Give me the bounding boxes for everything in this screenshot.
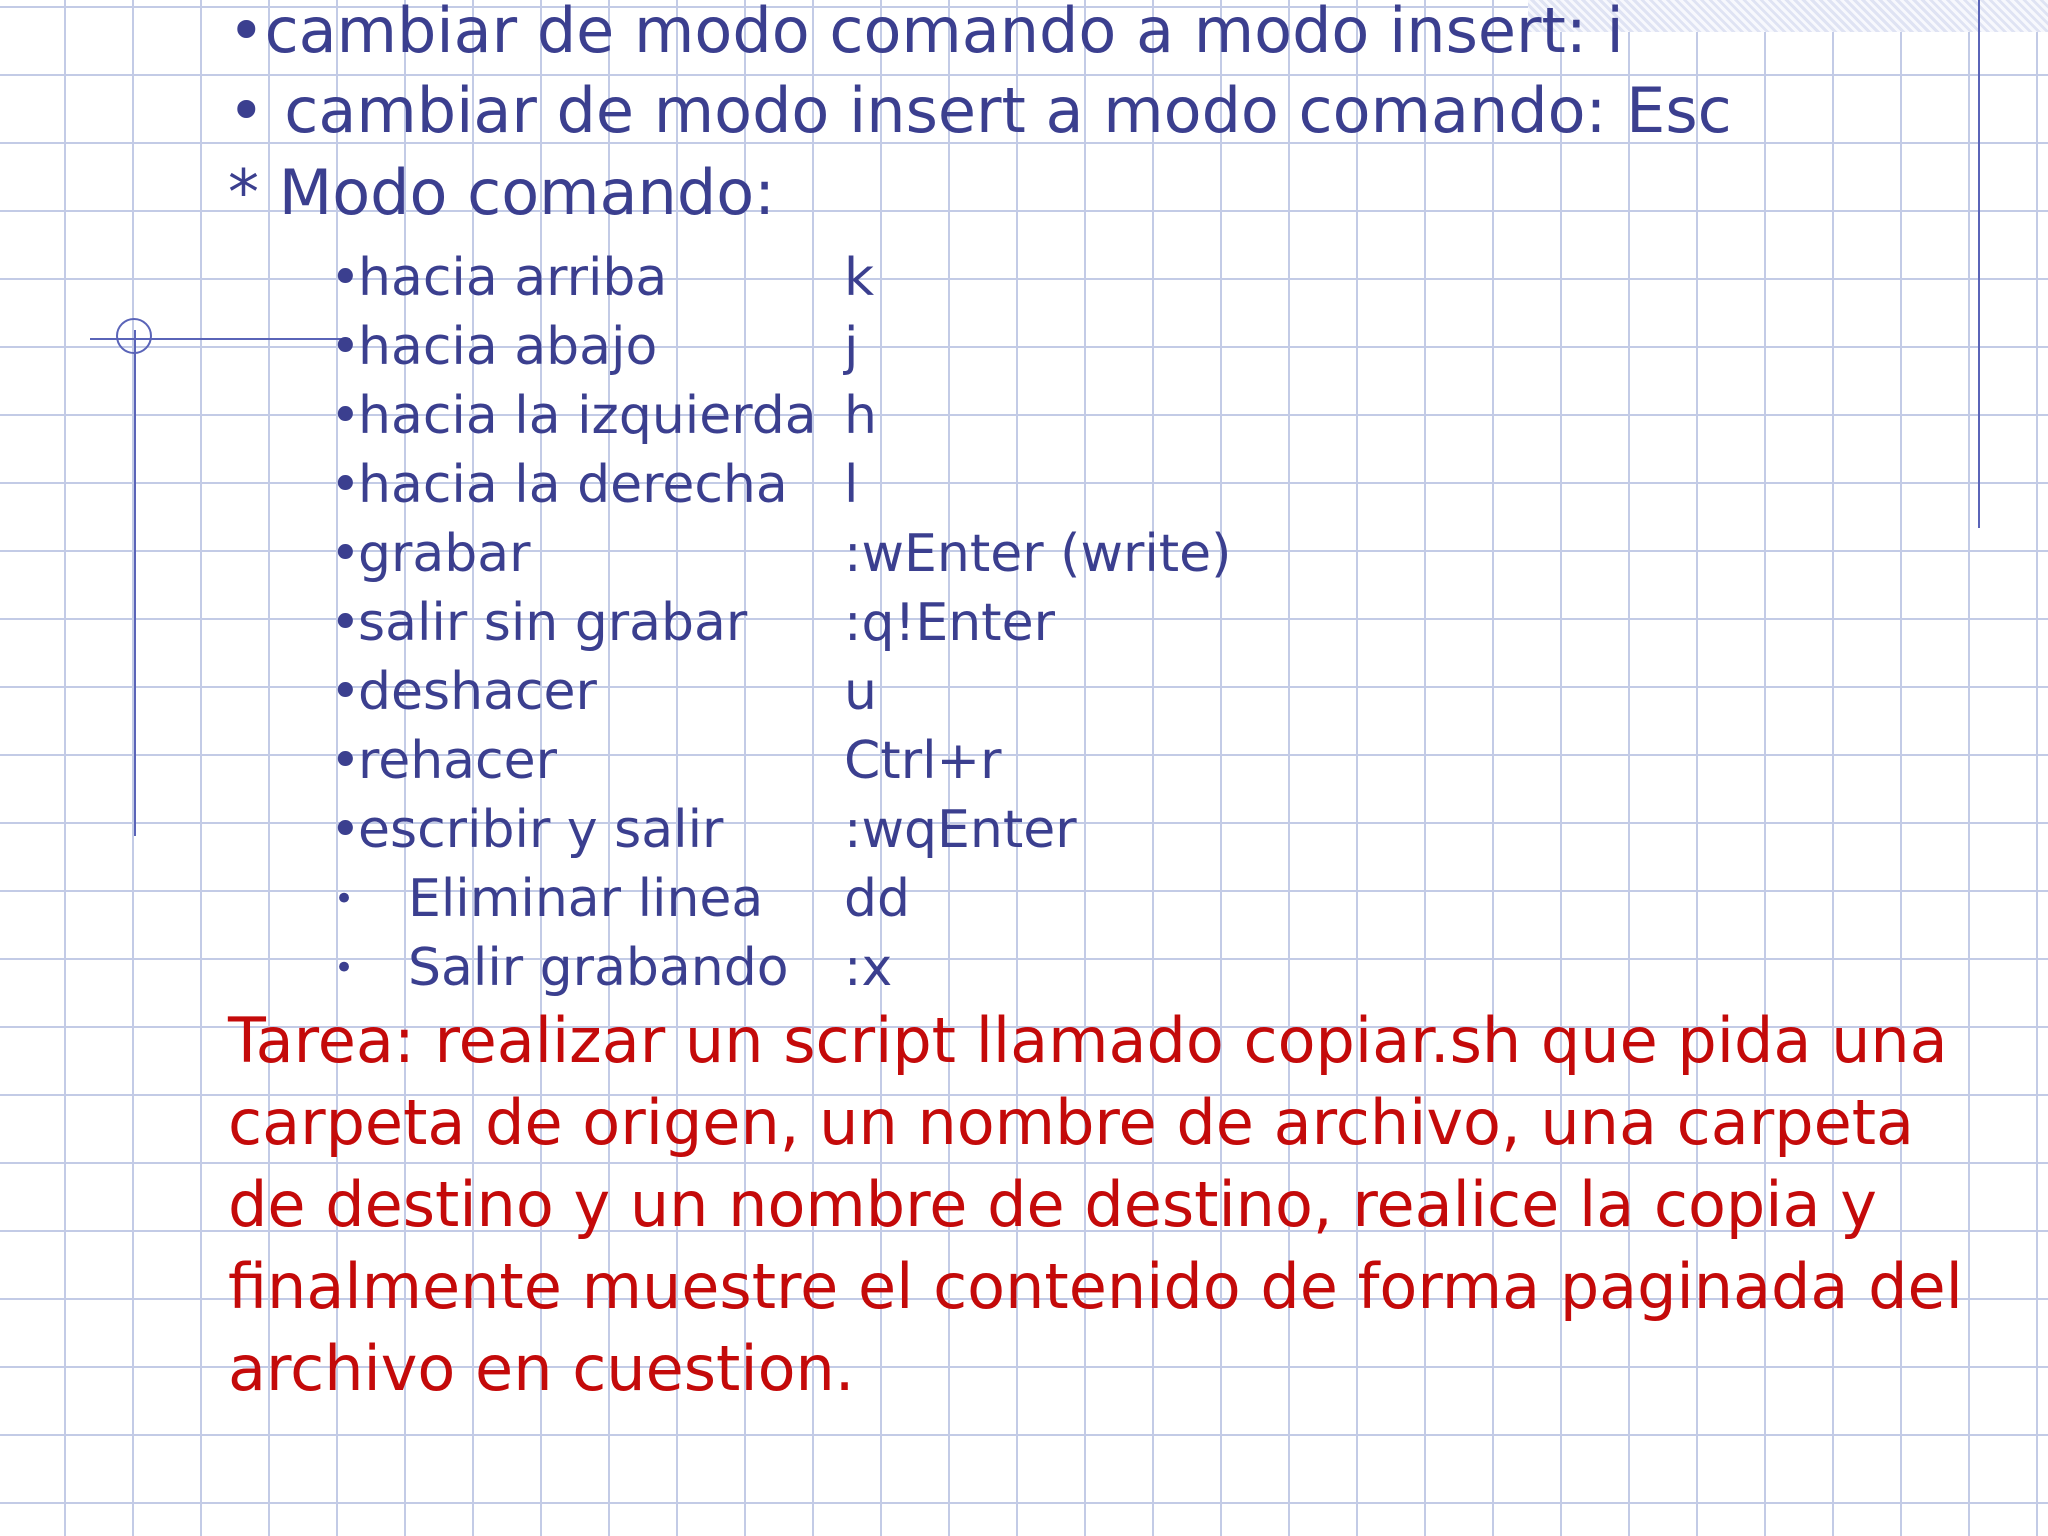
shortcut-label: hacia arriba (358, 248, 668, 308)
slide-line-insert-mode: •cambiar de modo comando a modo insert: i (228, 0, 1624, 67)
frame-vertical-line-left (134, 330, 136, 836)
shortcut-label: Salir grabando (408, 938, 789, 998)
bullet: • (330, 593, 361, 653)
bullet: • (334, 879, 355, 919)
task-assignment-text: Tarea: realizar un script llamado copiar.sh que pida una carpeta de origen, un nombre de archivo, una carpeta de destino y un nombre de destino, realice la copia y finalmente muestre el contenido de forma paginada del archivo en cuestion. (228, 1004, 1963, 1405)
bullet: • (330, 662, 361, 722)
shortcut-key: :x (844, 938, 893, 998)
shortcut-label: hacia la derecha (358, 455, 788, 515)
shortcut-key: dd (844, 869, 911, 929)
shortcut-label: Eliminar linea (408, 869, 764, 929)
shortcut-label: salir sin grabar (358, 593, 748, 653)
shortcut-key: h (844, 386, 877, 446)
bullet: • (330, 455, 361, 515)
shortcut-key: :wqEnter (844, 800, 1077, 860)
shortcut-key: k (844, 248, 875, 308)
shortcut-key: u (844, 662, 877, 722)
bullet: • (334, 948, 355, 988)
bullet: • (330, 731, 361, 791)
slide-heading-modo-comando: * Modo comando: (228, 156, 776, 229)
shortcut-key: :q!Enter (844, 593, 1055, 653)
shortcut-label: hacia la izquierda (358, 386, 817, 446)
slide-line-command-mode: • cambiar de modo insert a modo comando: Esc (228, 74, 1732, 147)
shortcut-label: rehacer (358, 731, 558, 791)
shortcut-label: hacia abajo (358, 317, 658, 377)
shortcut-key: :wEnter (write) (844, 524, 1232, 584)
shortcut-label: escribir y salir (358, 800, 724, 860)
bullet: • (330, 248, 361, 308)
shortcut-key: l (844, 455, 859, 515)
shortcut-key: Ctrl+r (844, 731, 1002, 791)
crosshair-circle-icon (116, 318, 152, 354)
bullet: • (330, 524, 361, 584)
bullet: • (330, 386, 361, 446)
shortcut-key: j (844, 317, 859, 377)
bullet: • (330, 317, 361, 377)
frame-vertical-line-right (1978, 0, 1980, 528)
shortcut-label: deshacer (358, 662, 597, 722)
shortcut-label: grabar (358, 524, 531, 584)
bullet: • (330, 800, 361, 860)
